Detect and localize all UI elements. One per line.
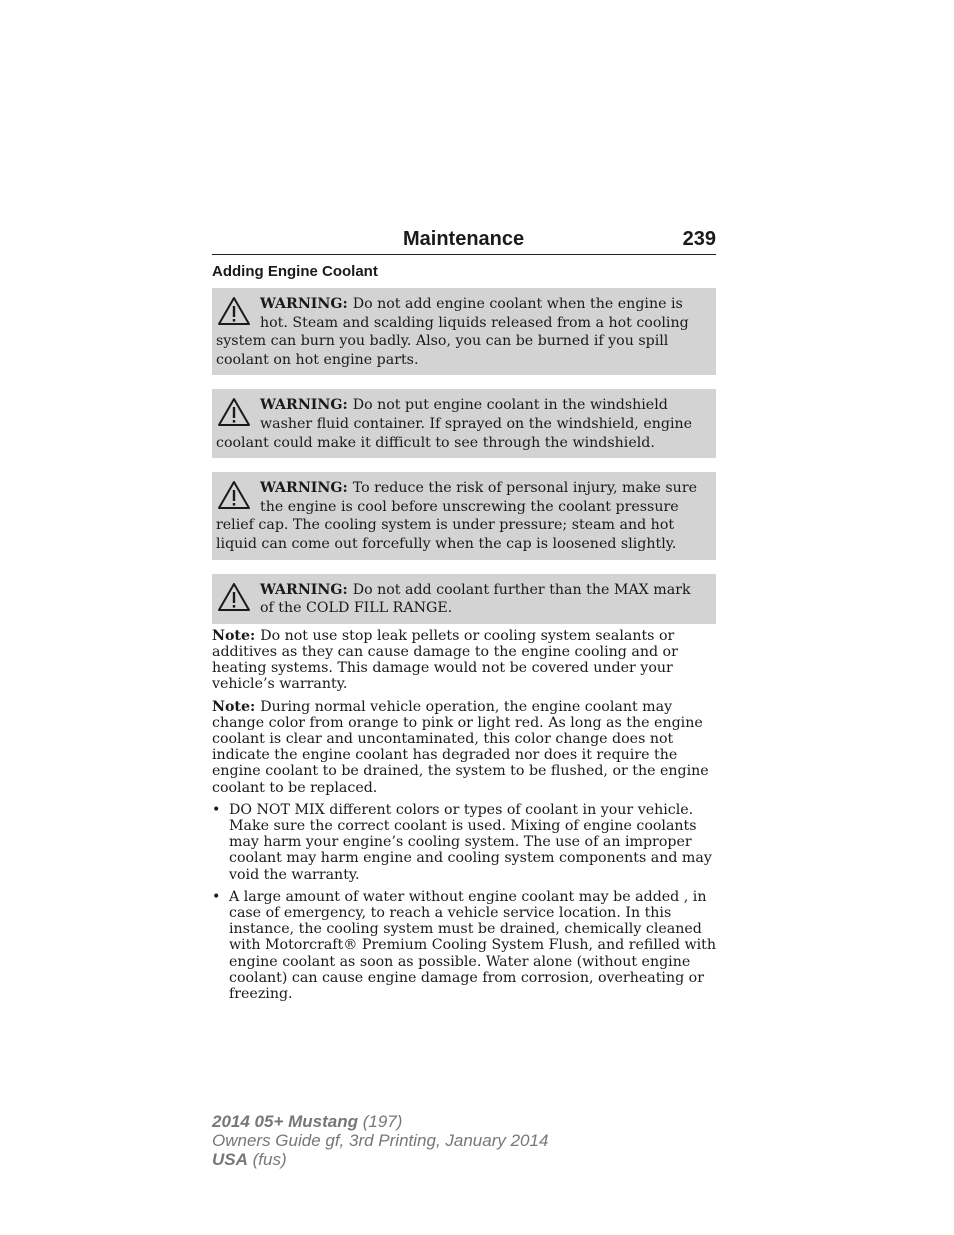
page-footer (212, 1112, 548, 1169)
note-label: Note: (212, 627, 261, 644)
note-text: During normal vehicle operation, the engine coolant may change color from orange to pink or light red. As long as the engine coolant is clear and uncontaminated, this color change does not indicate the engine coolant has degraded nor does it require the engine coolant to be drained, the system to be flushed, or the engine coolant to be replaced. (212, 698, 709, 796)
warning-text: Do not add engine coolant when the engine is hot. Steam and scalding liquids released from a hot cooling system can burn you badly. Also, you can be burned if you spill coolant on hot engine parts. (216, 296, 689, 368)
footer-region: USA (212, 1150, 248, 1169)
page-header (212, 228, 716, 255)
footer-line-model (212, 1112, 548, 1131)
page-number: 239 (682, 228, 716, 250)
bullet-glyph: • (212, 888, 221, 905)
warning-label: WARNING: (260, 480, 353, 497)
footer-model: 2014 05+ Mustang (212, 1112, 358, 1131)
warning-text: Do not add coolant further than the MAX mark of the COLD FILL RANGE. (260, 581, 691, 617)
list-item-text: DO NOT MIX different colors or types of coolant in your vehicle. Make sure the correct coolant is used. Mixing of engine coolants may harm your engine’s cooling system. The use of an improper coolant may harm engine and cooling system components and may void the warranty. (229, 801, 712, 883)
list-item (212, 802, 716, 883)
warning-label: WARNING: (260, 397, 353, 414)
list-item-text: A large amount of water without engine coolant may be added , in case of emergency, to reach a vehicle service location. In this instance, the cooling system must be drained, chemically cleaned with Motorcraft® Premium Cooling System Flush, and refilled with engine coolant as soon as possible. Water alone (without engine coolant) can cause engine damage from corrosion, overheating or freezing. (229, 888, 716, 1002)
warning-label: WARNING: (260, 581, 353, 598)
warning-triangle-icon (216, 396, 252, 428)
footer-model-code: (197) (358, 1112, 403, 1131)
warning-box (212, 574, 716, 624)
note-text: Do not use stop leak pellets or cooling system sealants or additives as they can cause damage to the engine cooling and or heating systems. This damage would not be covered under your vehicle’s warranty. (212, 627, 678, 693)
page-content (212, 228, 716, 1008)
footer-region-code: (fus) (247, 1150, 287, 1169)
bullet-glyph: • (212, 801, 221, 818)
note-label: Note: (212, 698, 261, 715)
note-paragraph (212, 699, 716, 796)
warning-triangle-icon (216, 479, 252, 511)
footer-line-region (212, 1150, 548, 1169)
warning-box (212, 472, 716, 559)
warning-text: To reduce the risk of personal injury, make sure the engine is cool before unscrewing the coolant pressure relief cap. The cooling system is under pressure; steam and hot liquid can come out forcefully when the cap is loosened slightly. (216, 480, 697, 552)
warning-box (212, 389, 716, 458)
footer-line-guide: Owners Guide gf, 3rd Printing, January 2014 (212, 1131, 549, 1150)
list-item (212, 889, 716, 1002)
warning-triangle-icon (216, 581, 252, 613)
warning-box (212, 288, 716, 375)
section-title: Adding Engine Coolant (212, 263, 378, 280)
chapter-title: Maintenance (403, 228, 525, 250)
warning-triangle-icon (216, 295, 252, 327)
bullet-list (212, 802, 716, 1002)
warning-text: Do not put engine coolant in the windshield washer fluid container. If sprayed on the windshield, engine coolant could make it difficult to see through the windshield. (216, 397, 693, 451)
warning-label: WARNING: (260, 296, 353, 312)
note-paragraph (212, 628, 716, 693)
